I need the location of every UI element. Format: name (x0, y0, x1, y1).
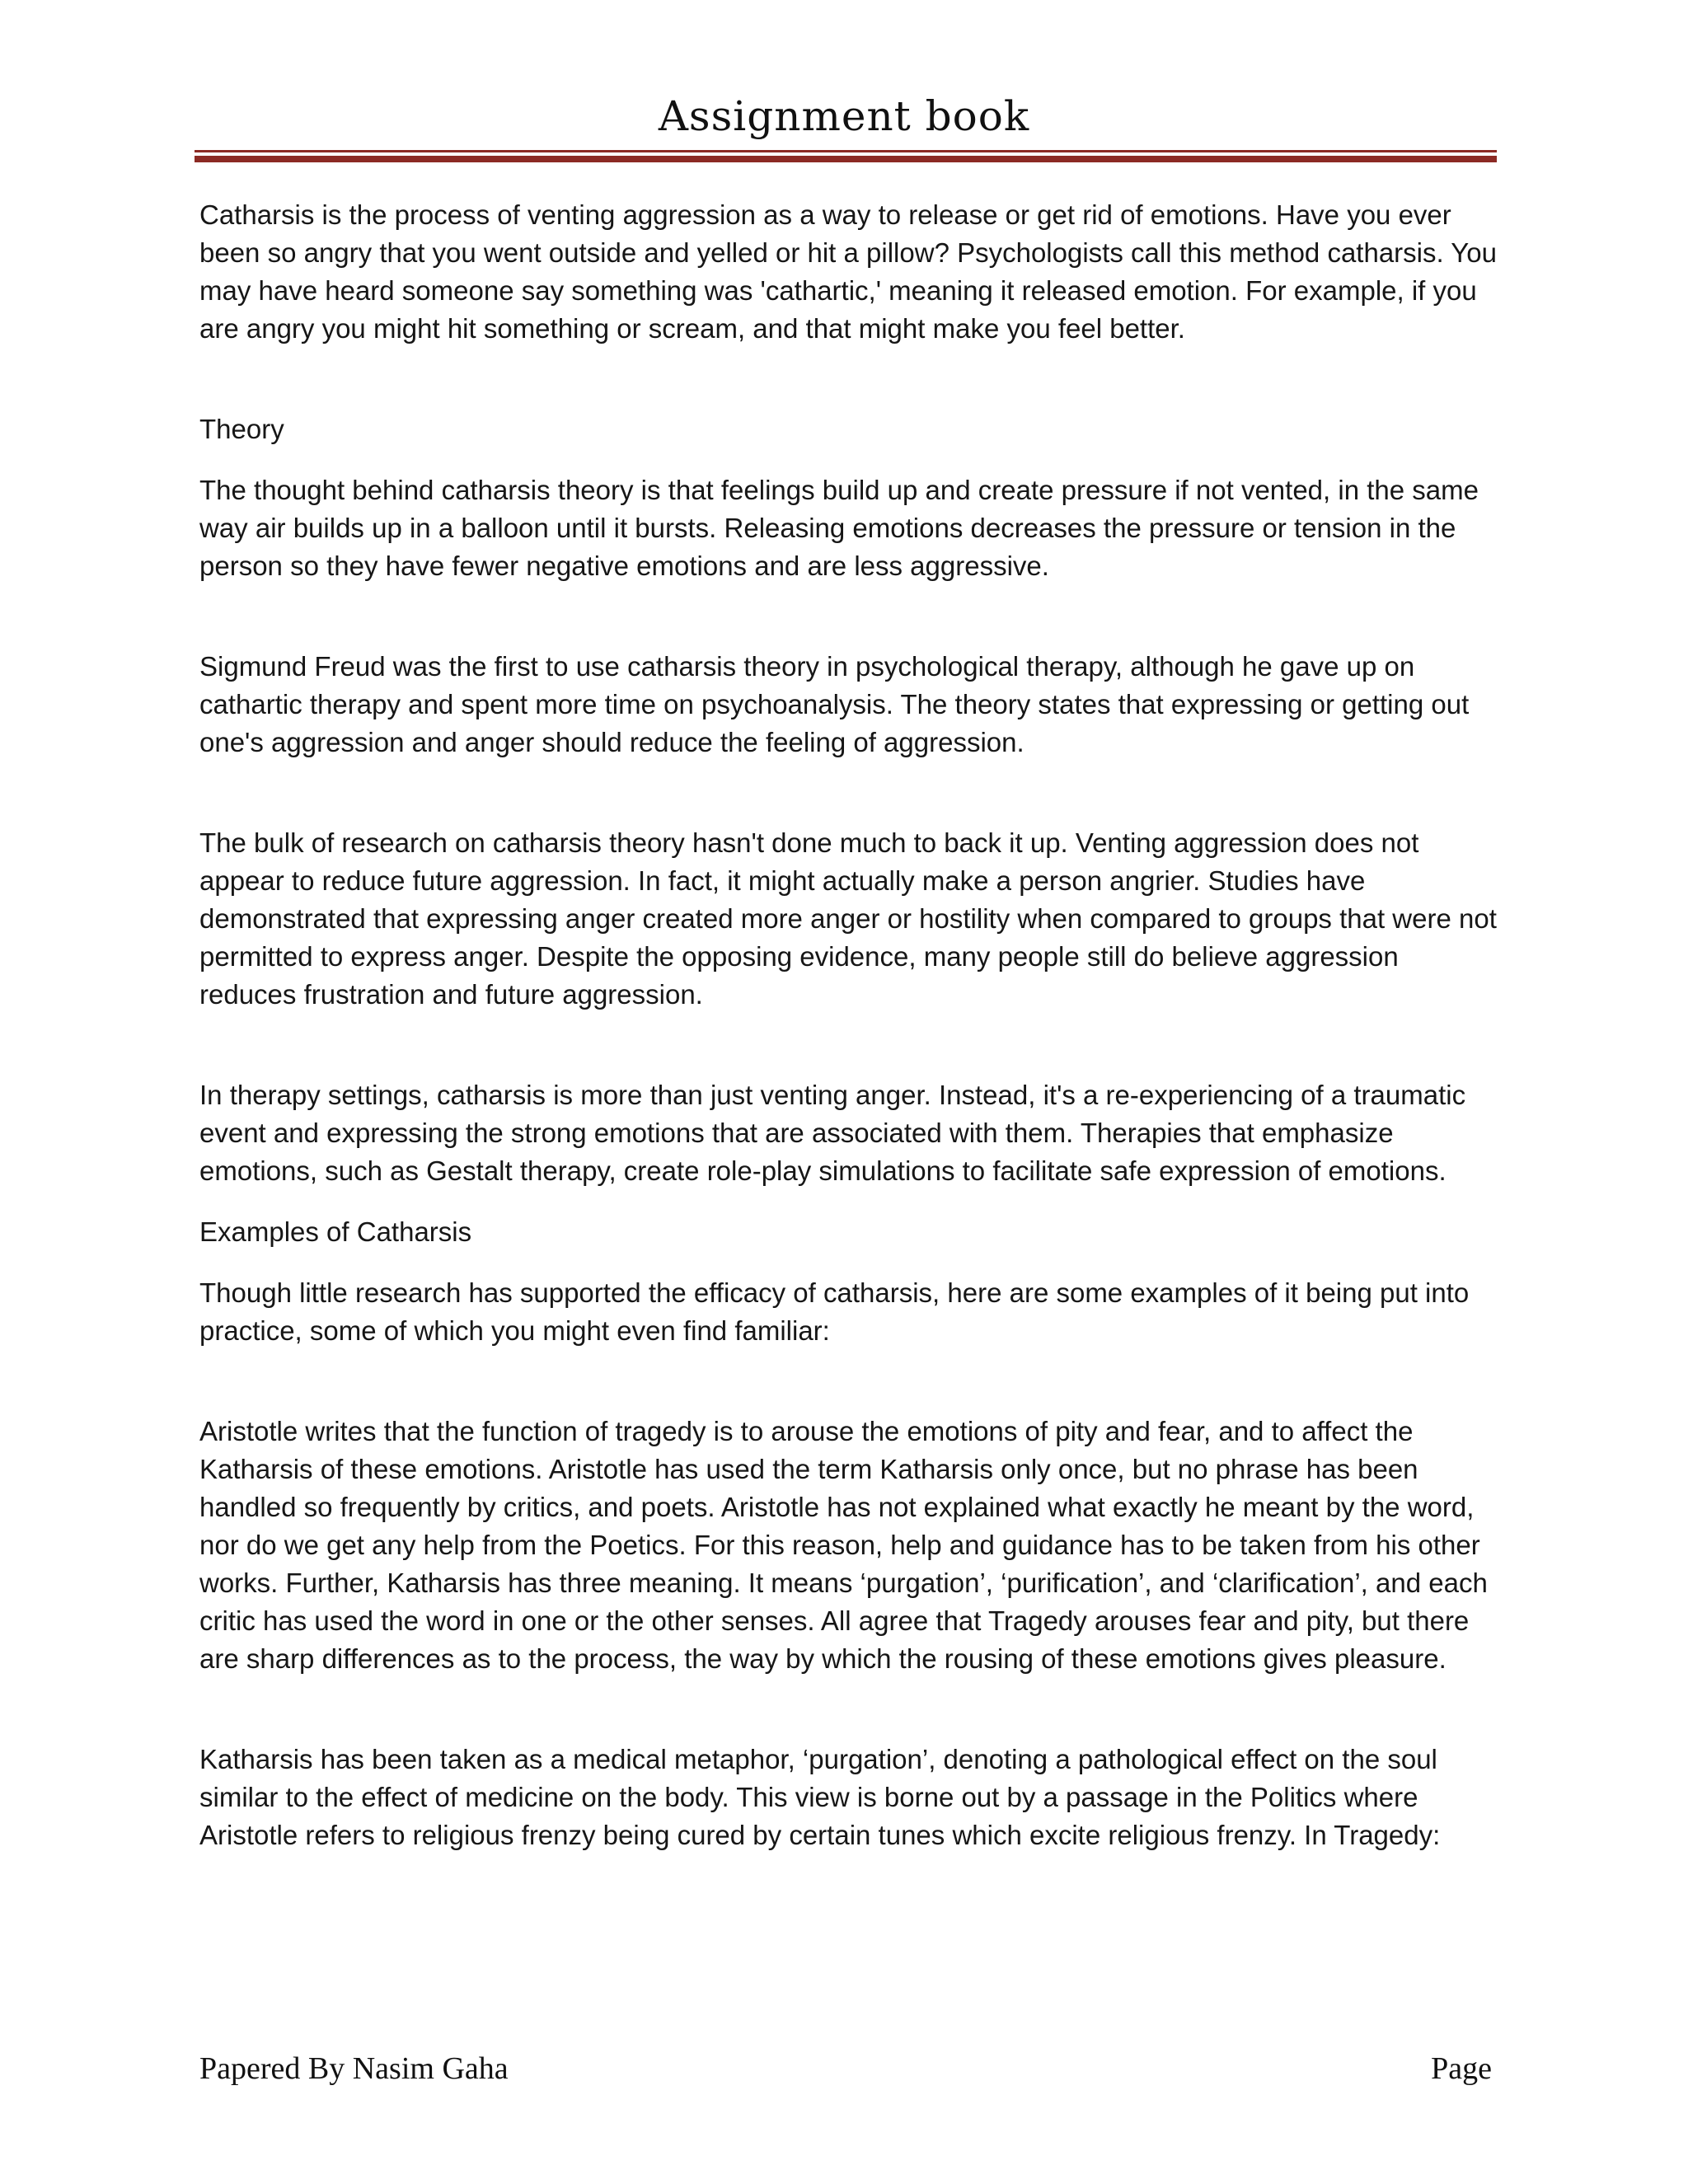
theory-paragraph-3: The bulk of research on catharsis theory hasn't done much to back it up. Venting aggression does not appear to reduce future aggression. In fact, it might actually make a person angrier. Studies have demonstrated that expressing anger created more anger or hostility when compared to groups that were not permitted to express anger. Despite the opposing evidence, many people still do believe aggression reduces frustration and future aggression. (199, 827, 1497, 1010)
theory-paragraph-4: In therapy settings, catharsis is more than just venting anger. Instead, it's a re-experiencing of a traumatic event and expressing the strong emotions that are associated with them. Therapies that emphasize emotions, such as Gestalt therapy, create role-play simulations to facilitate safe expression of emotions. (199, 1080, 1466, 1186)
section-heading-theory: Theory (199, 414, 284, 444)
aristotle-paragraph-1: Aristotle writes that the function of tragedy is to arouse the emotions of pity and fear, and to affect the Katharsis of these emotions. Aristotle has used the term Katharsis only once, but no phrase has been handled so frequently by critics, and poets. Aristotle has not explained what exactly he meant by the word, nor do we get any help from the Poetics. For this reason, help and guidance has to be taken from his other works. Further, Katharsis has three meaning. It means ‘purgation’, ‘purification’, and ‘clarification’, and each critic has used the word in one or the other senses. All agree that Tragedy arouses fear and pity, but there are sharp differences as to the process, the way by which the rousing of these emotions gives pleasure. (199, 1416, 1488, 1674)
intro-paragraph: Catharsis is the process of venting aggression as a way to release or get rid of emotions. Have you ever been so angry that you went outside and yelled or hit a pillow? Psychologists call this method catharsis. You may have heard someone say something was 'cathartic,' meaning it released emotion. For example, if you are angry you might hit something or scream, and that might make you feel better. (199, 199, 1497, 344)
section-heading-examples: Examples of Catharsis (199, 1216, 472, 1247)
header-rule-thick-line (195, 156, 1497, 162)
footer-page-label: Page (1431, 2051, 1492, 2086)
header-rule-thin-line (195, 150, 1497, 152)
document-body (199, 196, 1498, 1854)
examples-paragraph-1: Though little research has supported the efficacy of catharsis, here are some examples of it being put into practice, some of which you might even find familiar: (199, 1277, 1470, 1346)
footer-author: Papered By Nasim Gaha (199, 2051, 509, 2086)
theory-paragraph-1: The thought behind catharsis theory is that feelings build up and create pressure if not vented, in the same way air builds up in a balloon until it bursts. Releasing emotions decreases the pressure or tension in the person so they have fewer negative emotions and are less aggressive. (199, 475, 1479, 581)
theory-paragraph-2: Sigmund Freud was the first to use catharsis theory in psychological therapy, although he gave up on cathartic therapy and spent more time on psychoanalysis. The theory states that expressing or getting out one's aggression and anger should reduce the feeling of aggression. (199, 651, 1470, 757)
header-rule (195, 150, 1497, 166)
page-header-title: Assignment book (658, 92, 1030, 140)
aristotle-paragraph-2: Katharsis has been taken as a medical metaphor, ‘purgation’, denoting a pathological effect on the soul similar to the effect of medicine on the body. This view is borne out by a passage in the Politics where Aristotle refers to religious frenzy being cured by certain tunes which excite religious frenzy. In Tragedy: (199, 1744, 1441, 1850)
